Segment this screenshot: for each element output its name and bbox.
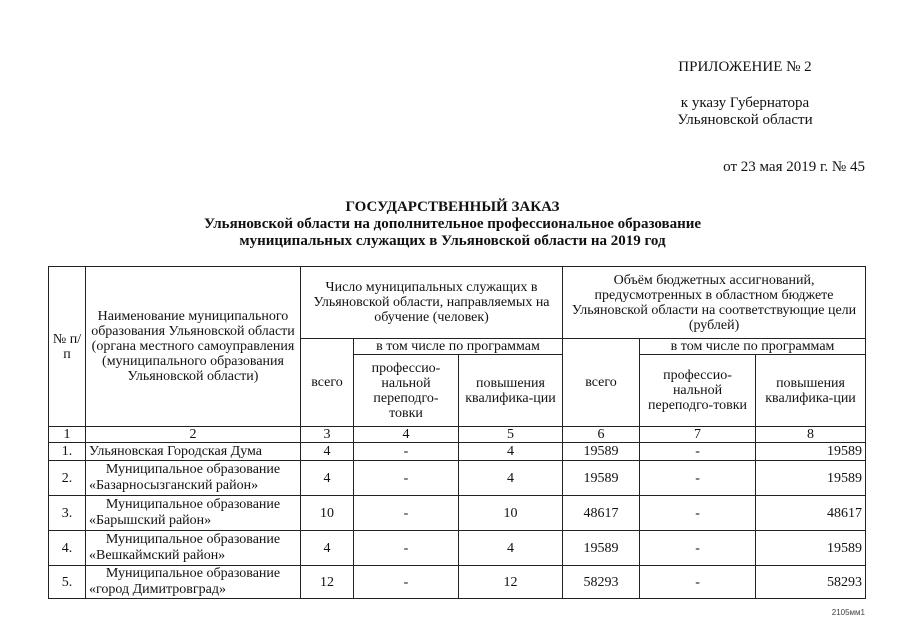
row-qualification: 4: [459, 443, 563, 461]
column-number: 6: [563, 427, 640, 443]
row-retraining: -: [354, 496, 459, 531]
appendix-date: от 23 мая 2019 г. № 45: [723, 159, 865, 175]
header-employees-group: Число муниципальных служащих в Ульяновской области, направляемых на обучение (человек): [301, 267, 563, 339]
row-budget-total: 58293: [563, 566, 640, 599]
header-number: № п/п: [49, 267, 86, 427]
column-number: 1: [49, 427, 86, 443]
column-number: 4: [354, 427, 459, 443]
header-budget-including: в том числе по программам: [640, 339, 866, 355]
column-numbers-row: [49, 427, 866, 443]
row-budget-retraining: -: [640, 461, 756, 496]
row-total: 12: [301, 566, 354, 599]
table-row: [49, 566, 866, 599]
row-retraining: -: [354, 566, 459, 599]
row-budget-qualification: 58293: [756, 566, 866, 599]
row-retraining: -: [354, 461, 459, 496]
row-name: Муниципальное образование «город Димитровград»: [86, 566, 301, 599]
row-number: 3.: [49, 496, 86, 531]
row-number: 4.: [49, 531, 86, 566]
column-number: 3: [301, 427, 354, 443]
row-total: 4: [301, 461, 354, 496]
row-budget-retraining: -: [640, 566, 756, 599]
row-budget-retraining: -: [640, 443, 756, 461]
document-code: 2105мм1: [831, 608, 865, 617]
header-employees-qualification: повышения квалифика-ции: [459, 355, 563, 427]
row-qualification: 4: [459, 461, 563, 496]
column-number: 5: [459, 427, 563, 443]
header-name: Наименование муниципального образования Ульяновской области (органа местного самоуправления (муниципального образования Ульяновской области): [86, 267, 301, 427]
row-qualification: 12: [459, 566, 563, 599]
table-row: [49, 443, 866, 461]
row-total: 4: [301, 531, 354, 566]
header-budget-retraining: профессио-нальной переподго-товки: [640, 355, 756, 427]
table-row: [49, 531, 866, 566]
header-employees-including: в том числе по программам: [354, 339, 563, 355]
appendix-region-line: Ульяновской области: [677, 112, 813, 128]
row-number: 5.: [49, 566, 86, 599]
table-row: [49, 496, 866, 531]
document-title: ГОСУДАРСТВЕННЫЙ ЗАКАЗ: [345, 199, 560, 215]
row-name: Ульяновская Городская Дума: [86, 443, 301, 461]
header-employees-total: всего: [301, 339, 354, 427]
document-subtitle-2: муниципальных служащих в Ульяновской области на 2019 год: [239, 233, 666, 249]
row-budget-qualification: 19589: [756, 461, 866, 496]
row-number: 2.: [49, 461, 86, 496]
row-budget-qualification: 19589: [756, 443, 866, 461]
row-budget-total: 19589: [563, 531, 640, 566]
row-budget-total: 19589: [563, 443, 640, 461]
row-retraining: -: [354, 531, 459, 566]
row-qualification: 10: [459, 496, 563, 531]
table-row: [49, 461, 866, 496]
row-number: 1.: [49, 443, 86, 461]
header-employees-retraining: профессио-нальной переподго-товки: [354, 355, 459, 427]
document-subtitle-1: Ульяновской области на дополнительное профессиональное образование: [203, 216, 702, 232]
column-number: 7: [640, 427, 756, 443]
column-number: 2: [86, 427, 301, 443]
row-total: 4: [301, 443, 354, 461]
row-name: Муниципальное образование «Барышский район»: [86, 496, 301, 531]
header-budget-group: Объём бюджетных ассигнований, предусмотренных в областном бюджете Ульяновской области на соответствующие цели (рублей): [563, 267, 866, 339]
appendix-decree-line: к указу Губернатора: [680, 95, 810, 111]
row-budget-total: 19589: [563, 461, 640, 496]
header-budget-qualification: повышения квалифика-ции: [756, 355, 866, 427]
row-qualification: 4: [459, 531, 563, 566]
allocation-table: [48, 266, 866, 599]
row-total: 10: [301, 496, 354, 531]
row-retraining: -: [354, 443, 459, 461]
column-number: 8: [756, 427, 866, 443]
appendix-title: ПРИЛОЖЕНИЕ № 2: [678, 59, 812, 75]
row-budget-qualification: 48617: [756, 496, 866, 531]
row-name: Муниципальное образование «Базарносызганский район»: [86, 461, 301, 496]
row-budget-qualification: 19589: [756, 531, 866, 566]
header-budget-total: всего: [563, 339, 640, 427]
row-budget-retraining: -: [640, 531, 756, 566]
row-budget-total: 48617: [563, 496, 640, 531]
row-budget-retraining: -: [640, 496, 756, 531]
row-name: Муниципальное образование «Вешкаймский район»: [86, 531, 301, 566]
